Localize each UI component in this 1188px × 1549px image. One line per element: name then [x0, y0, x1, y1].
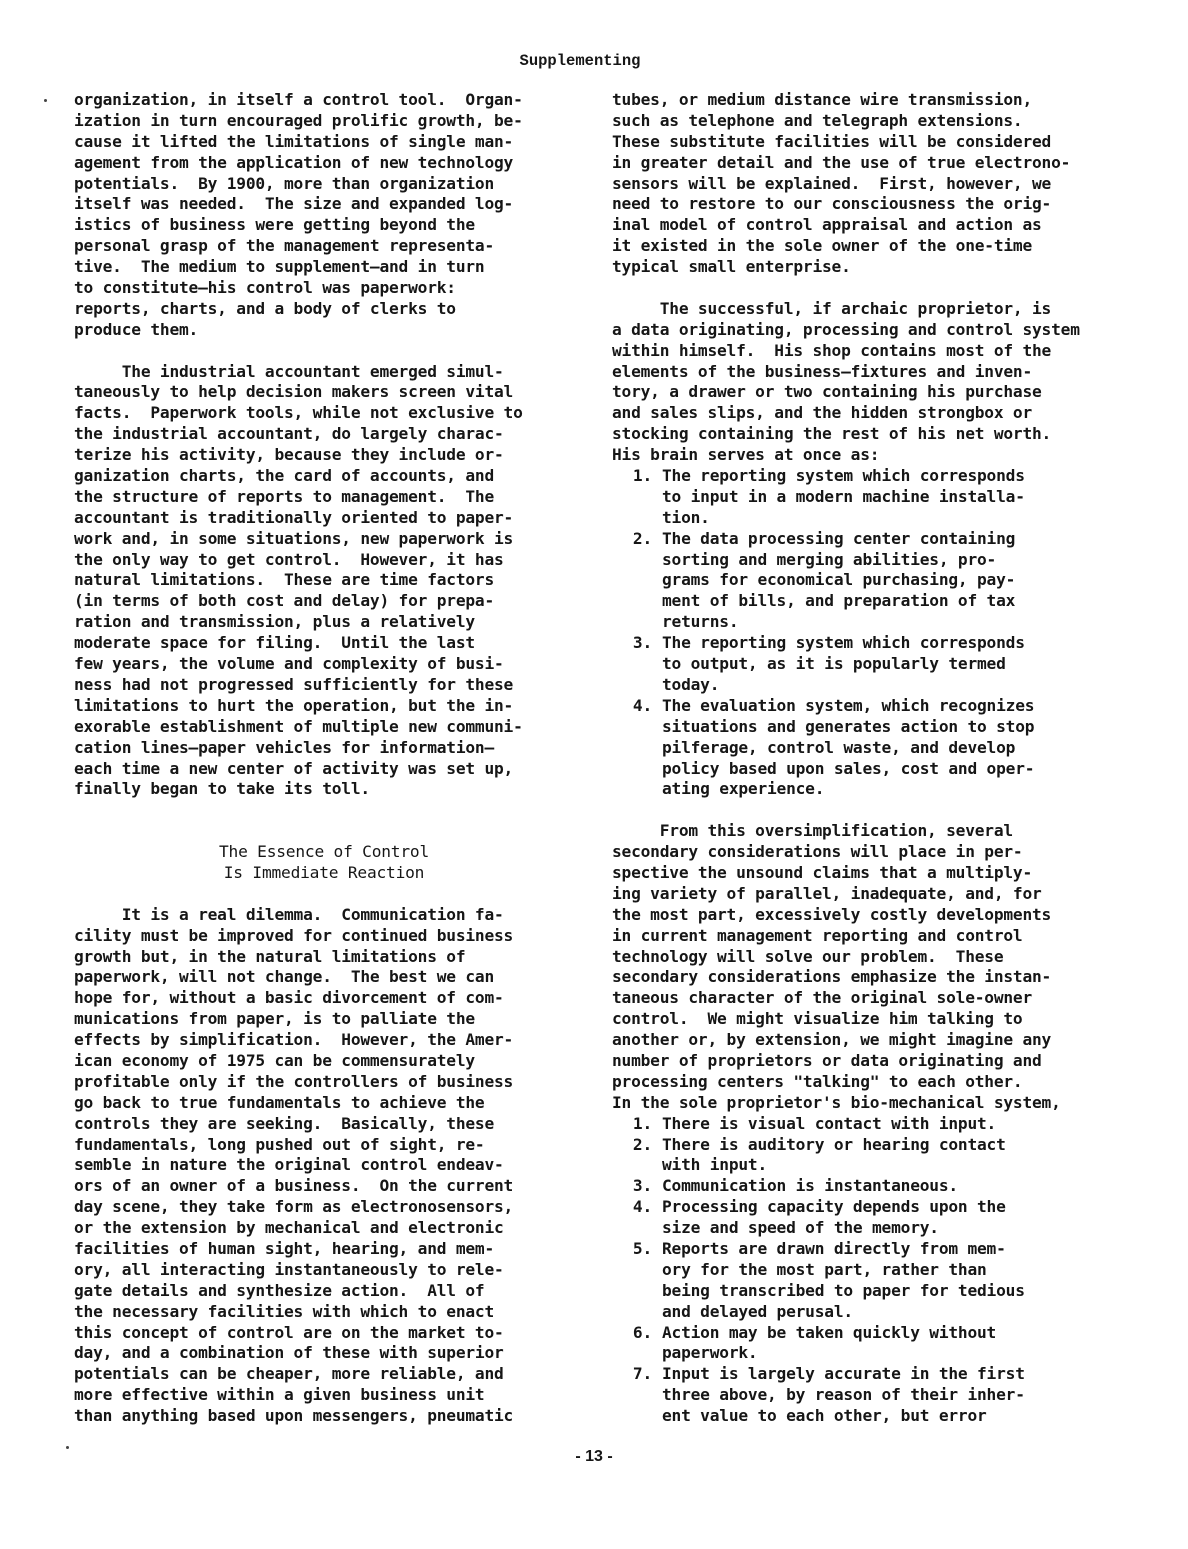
text-line: ration and transmission, plus a relatively — [74, 612, 475, 632]
text-line: produce them. — [74, 319, 199, 339]
text-line: There is auditory or hearing contact — [662, 1134, 1006, 1154]
text-line: secondary considerations will place in per- — [612, 842, 1023, 862]
text-line: In the sole proprietor's bio-mechanical system, — [612, 1092, 1061, 1112]
text-line: to constitute—his control was paperwork: — [74, 278, 456, 298]
text-line: and sales slips, and the hidden strongbox or — [612, 403, 1033, 423]
text-line: tory, a drawer or two containing his purchase — [612, 382, 1042, 402]
text-line: fundamentals, long pushed out of sight, re- — [74, 1134, 485, 1154]
text-line: and delayed perusal. — [662, 1301, 853, 1321]
list-item-number: 1. — [632, 1113, 652, 1133]
text-line: The reporting system which corresponds — [662, 633, 1025, 653]
text-line: potentials can be cheaper, more reliable, and — [74, 1364, 504, 1384]
text-line: size and speed of the memory. — [662, 1218, 939, 1238]
text-line: such as telephone and telegraph extensions. — [612, 110, 1023, 130]
list-item — [612, 1114, 1122, 1135]
text-line: ing variety of parallel, inadequate, and, for — [612, 883, 1042, 903]
list-item-number: 6. — [632, 1322, 652, 1342]
text-line: There is visual contact with input. — [662, 1113, 997, 1133]
paragraph-gap — [74, 884, 574, 905]
text-line: facilities of human sight, hearing, and mem- — [74, 1238, 495, 1258]
text-line: taneously to help decision makers screen vital — [74, 382, 514, 402]
text-line: pilferage, control waste, and develop — [662, 737, 1016, 757]
text-line: personal grasp of the management representa- — [74, 236, 495, 256]
text-line: paperwork. — [662, 1343, 758, 1363]
text-line: tubes, or medium distance wire transmission, — [612, 90, 1033, 109]
text-line: Processing capacity depends upon the — [662, 1197, 1006, 1217]
list-item-number: 4. — [632, 1197, 652, 1217]
text-line: effects by simplification. However, the Amer- — [74, 1030, 514, 1050]
text-line: taneous character of the original sole-owner — [612, 988, 1033, 1008]
text-line: stocking containing the rest of his net worth. — [612, 424, 1052, 444]
text-line: Input is largely accurate in the first — [662, 1364, 1025, 1384]
text-line: the structure of reports to management. The — [74, 486, 495, 506]
text-line: natural limitations. These are time factors — [74, 570, 495, 590]
text-line: The data processing center containing — [662, 528, 1016, 548]
text-line: ization in turn encouraged prolific growth, be- — [74, 110, 523, 130]
text-line: accountant is traditionally oriented to paper- — [74, 507, 514, 527]
list-item — [612, 1239, 1122, 1323]
text-line: the only way to get control. However, it has — [74, 549, 504, 569]
text-line: it existed in the sole owner of the one-time — [612, 236, 1033, 256]
text-line: exorable establishment of multiple new communi- — [74, 716, 523, 736]
text-line: policy based upon sales, cost and oper- — [662, 758, 1035, 778]
text-line: day, and a combination of these with superior — [74, 1343, 504, 1363]
text-line: organization, in itself a control tool. Organ- — [74, 90, 523, 109]
left-paragraph-3 — [74, 905, 574, 1427]
list-item — [612, 529, 1122, 633]
list-item-text — [662, 1197, 1122, 1239]
paragraph-gap — [612, 800, 1122, 821]
text-line: Communication is instantaneous. — [662, 1176, 958, 1196]
text-line: than anything based upon messengers, pneumatic — [74, 1406, 514, 1426]
list-item — [612, 1135, 1122, 1177]
text-line: gate details and synthesize action. All of — [74, 1280, 485, 1300]
text-line: ors of an owner of a business. On the current — [74, 1176, 514, 1196]
text-line: another or, by extension, we might imagine any — [612, 1030, 1052, 1050]
text-line: within himself. His shop contains most of the — [612, 340, 1052, 360]
text-line: control. We might visualize him talking to — [612, 1009, 1023, 1029]
text-line: His brain serves at once as: — [612, 445, 880, 465]
text-line: profitable only if the controllers of business — [74, 1071, 514, 1091]
list-item-text — [662, 1323, 1122, 1365]
right-paragraph-3 — [612, 821, 1122, 1113]
list-item-text — [662, 1114, 1122, 1135]
list-item — [612, 1176, 1122, 1197]
text-line: in current management reporting and control — [612, 925, 1023, 945]
text-line: secondary considerations emphasize the instan- — [612, 967, 1052, 987]
text-line: growth but, in the natural limitations of — [74, 946, 466, 966]
list-item — [612, 1323, 1122, 1365]
text-line: munications from paper, is to palliate the — [74, 1009, 475, 1029]
paragraph-gap — [74, 800, 574, 821]
text-line: cility must be improved for continued business — [74, 925, 514, 945]
paragraph-gap — [74, 341, 574, 362]
text-line: The successful, if archaic proprietor, is — [612, 298, 1052, 318]
right-paragraph-2 — [612, 299, 1122, 466]
text-line: the industrial accountant, do largely charac- — [74, 424, 504, 444]
text-line: in greater detail and the use of true electrono- — [612, 152, 1071, 172]
text-line: itself was needed. The size and expanded log- — [74, 194, 514, 214]
list-item-text — [662, 466, 1122, 529]
text-line: sensors will be explained. First, however, we — [612, 173, 1052, 193]
text-line: tive. The medium to supplement—and in turn — [74, 257, 485, 277]
list-item — [612, 1197, 1122, 1239]
text-line: hope for, without a basic divorcement of com- — [74, 988, 504, 1008]
text-line: potentials. By 1900, more than organization — [74, 173, 495, 193]
text-line: the necessary facilities with which to enact — [74, 1301, 495, 1321]
list-item-number: 3. — [632, 1176, 652, 1196]
list-item-text — [662, 696, 1122, 800]
text-line: ganization charts, the card of accounts, and — [74, 466, 495, 486]
paragraph-gap — [612, 278, 1122, 299]
list-item-text — [662, 529, 1122, 633]
section-heading-line-2: Is Immediate Reaction — [223, 862, 425, 882]
text-line: Action may be taken quickly without — [662, 1322, 997, 1342]
text-line: cation lines—paper vehicles for information— — [74, 737, 495, 757]
text-line: more effective within a given business unit — [74, 1385, 485, 1405]
scan-speck — [44, 99, 47, 102]
text-line: The industrial accountant emerged simul- — [74, 361, 504, 381]
list-item-number: 4. — [632, 695, 652, 715]
list-item-text — [662, 633, 1122, 696]
text-line: number of proprietors or data originating and — [612, 1050, 1042, 1070]
list-item-number: 1. — [632, 466, 652, 486]
list-item-number: 5. — [632, 1239, 652, 1259]
text-line: ican economy of 1975 can be commensurately — [74, 1050, 475, 1070]
list-item-number: 2. — [632, 528, 652, 548]
text-line: (in terms of both cost and delay) for prepa- — [74, 591, 495, 611]
text-line: ory, all interacting instantaneously to rele- — [74, 1259, 504, 1279]
text-line: ness had not progressed sufficiently for these — [74, 674, 514, 694]
text-line: need to restore to our consciousness the orig- — [612, 194, 1052, 214]
page-number: - 13 - — [575, 1448, 613, 1465]
text-line: inal model of control appraisal and action as — [612, 215, 1042, 235]
left-paragraph-2 — [74, 362, 574, 801]
text-line: with input. — [662, 1155, 768, 1175]
text-line: day scene, they take form as electronosensors, — [74, 1197, 514, 1217]
text-line: each time a new center of activity was set up, — [74, 758, 514, 778]
list-item-number: 2. — [632, 1134, 652, 1154]
text-line: controls they are seeking. Basically, these — [74, 1113, 495, 1133]
list-item-text — [662, 1176, 1122, 1197]
text-line: It is a real dilemma. Communication fa- — [74, 904, 504, 924]
text-line: tion. — [662, 507, 710, 527]
text-line: the most part, excessively costly developments — [612, 904, 1052, 924]
text-line: istics of business were getting beyond the — [74, 215, 475, 235]
text-line: go back to true fundamentals to achieve the — [74, 1092, 485, 1112]
list-item-text — [662, 1239, 1122, 1323]
text-line: paperwork, will not change. The best we can — [74, 967, 495, 987]
text-line: facts. Paperwork tools, while not exclusive to — [74, 403, 523, 423]
list-item-text — [662, 1364, 1122, 1427]
left-paragraph-1 — [74, 90, 574, 341]
text-line: elements of the business—fixtures and inven- — [612, 361, 1033, 381]
text-line: agement from the application of new technology — [74, 152, 514, 172]
text-line: or the extension by mechanical and electronic — [74, 1218, 504, 1238]
text-line: today. — [662, 674, 720, 694]
list-item — [612, 466, 1122, 529]
bio-mechanical-system-list — [612, 1114, 1122, 1427]
text-line: situations and generates action to stop — [662, 716, 1035, 736]
right-column — [612, 90, 1122, 1427]
text-line: returns. — [662, 612, 739, 632]
text-line: These substitute facilities will be considered — [612, 131, 1052, 151]
text-line: few years, the volume and complexity of busi- — [74, 654, 504, 674]
text-line: ating experience. — [662, 779, 825, 799]
text-line: limitations to hurt the operation, but the in- — [74, 695, 514, 715]
list-item-text — [662, 1135, 1122, 1177]
text-line: moderate space for filing. Until the last — [74, 633, 475, 653]
text-line: ment of bills, and preparation of tax — [662, 591, 1016, 611]
text-line: this concept of control are on the market to- — [74, 1322, 504, 1342]
list-item — [612, 696, 1122, 800]
list-item — [612, 1364, 1122, 1427]
text-line: work and, in some situations, new paperwork is — [74, 528, 514, 548]
right-paragraph-1 — [612, 90, 1122, 278]
paragraph-gap — [74, 821, 574, 842]
text-line: processing centers "talking" to each other. — [612, 1071, 1023, 1091]
section-heading-line-1: The Essence of Control — [218, 842, 429, 862]
text-line: Reports are drawn directly from mem- — [662, 1239, 1006, 1259]
list-item-number: 7. — [632, 1364, 652, 1384]
text-line: typical small enterprise. — [612, 257, 851, 277]
text-line: grams for economical purchasing, pay- — [662, 570, 1016, 590]
list-item — [612, 633, 1122, 696]
text-line: ent value to each other, but error — [662, 1406, 987, 1426]
text-line: a data originating, processing and control system — [612, 319, 1080, 339]
text-line: being transcribed to paper for tedious — [662, 1280, 1025, 1300]
text-line: cause it lifted the limitations of single man- — [74, 131, 514, 151]
text-line: reports, charts, and a body of clerks to — [74, 298, 456, 318]
text-line: From this oversimplification, several — [612, 821, 1013, 841]
text-line: to input in a modern machine installa- — [662, 486, 1025, 506]
list-item-number: 3. — [632, 633, 652, 653]
left-column — [74, 90, 574, 1427]
text-line: finally began to take its toll. — [74, 779, 370, 799]
section-heading — [74, 842, 574, 884]
text-line: semble in nature the original control endeav- — [74, 1155, 504, 1175]
running-header: Supplementing — [519, 52, 641, 70]
text-line: The evaluation system, which recognizes — [662, 695, 1035, 715]
brain-functions-list — [612, 466, 1122, 800]
text-line: spective the unsound claims that a multiply- — [612, 862, 1033, 882]
text-line: terize his activity, because they include or- — [74, 445, 504, 465]
text-line: ory for the most part, rather than — [662, 1259, 987, 1279]
text-line: sorting and merging abilities, pro- — [662, 549, 997, 569]
text-line: technology will solve our problem. These — [612, 946, 1004, 966]
text-line: to output, as it is popularly termed — [662, 654, 1006, 674]
text-line: The reporting system which corresponds — [662, 466, 1025, 486]
text-line: three above, by reason of their inher- — [662, 1385, 1025, 1405]
